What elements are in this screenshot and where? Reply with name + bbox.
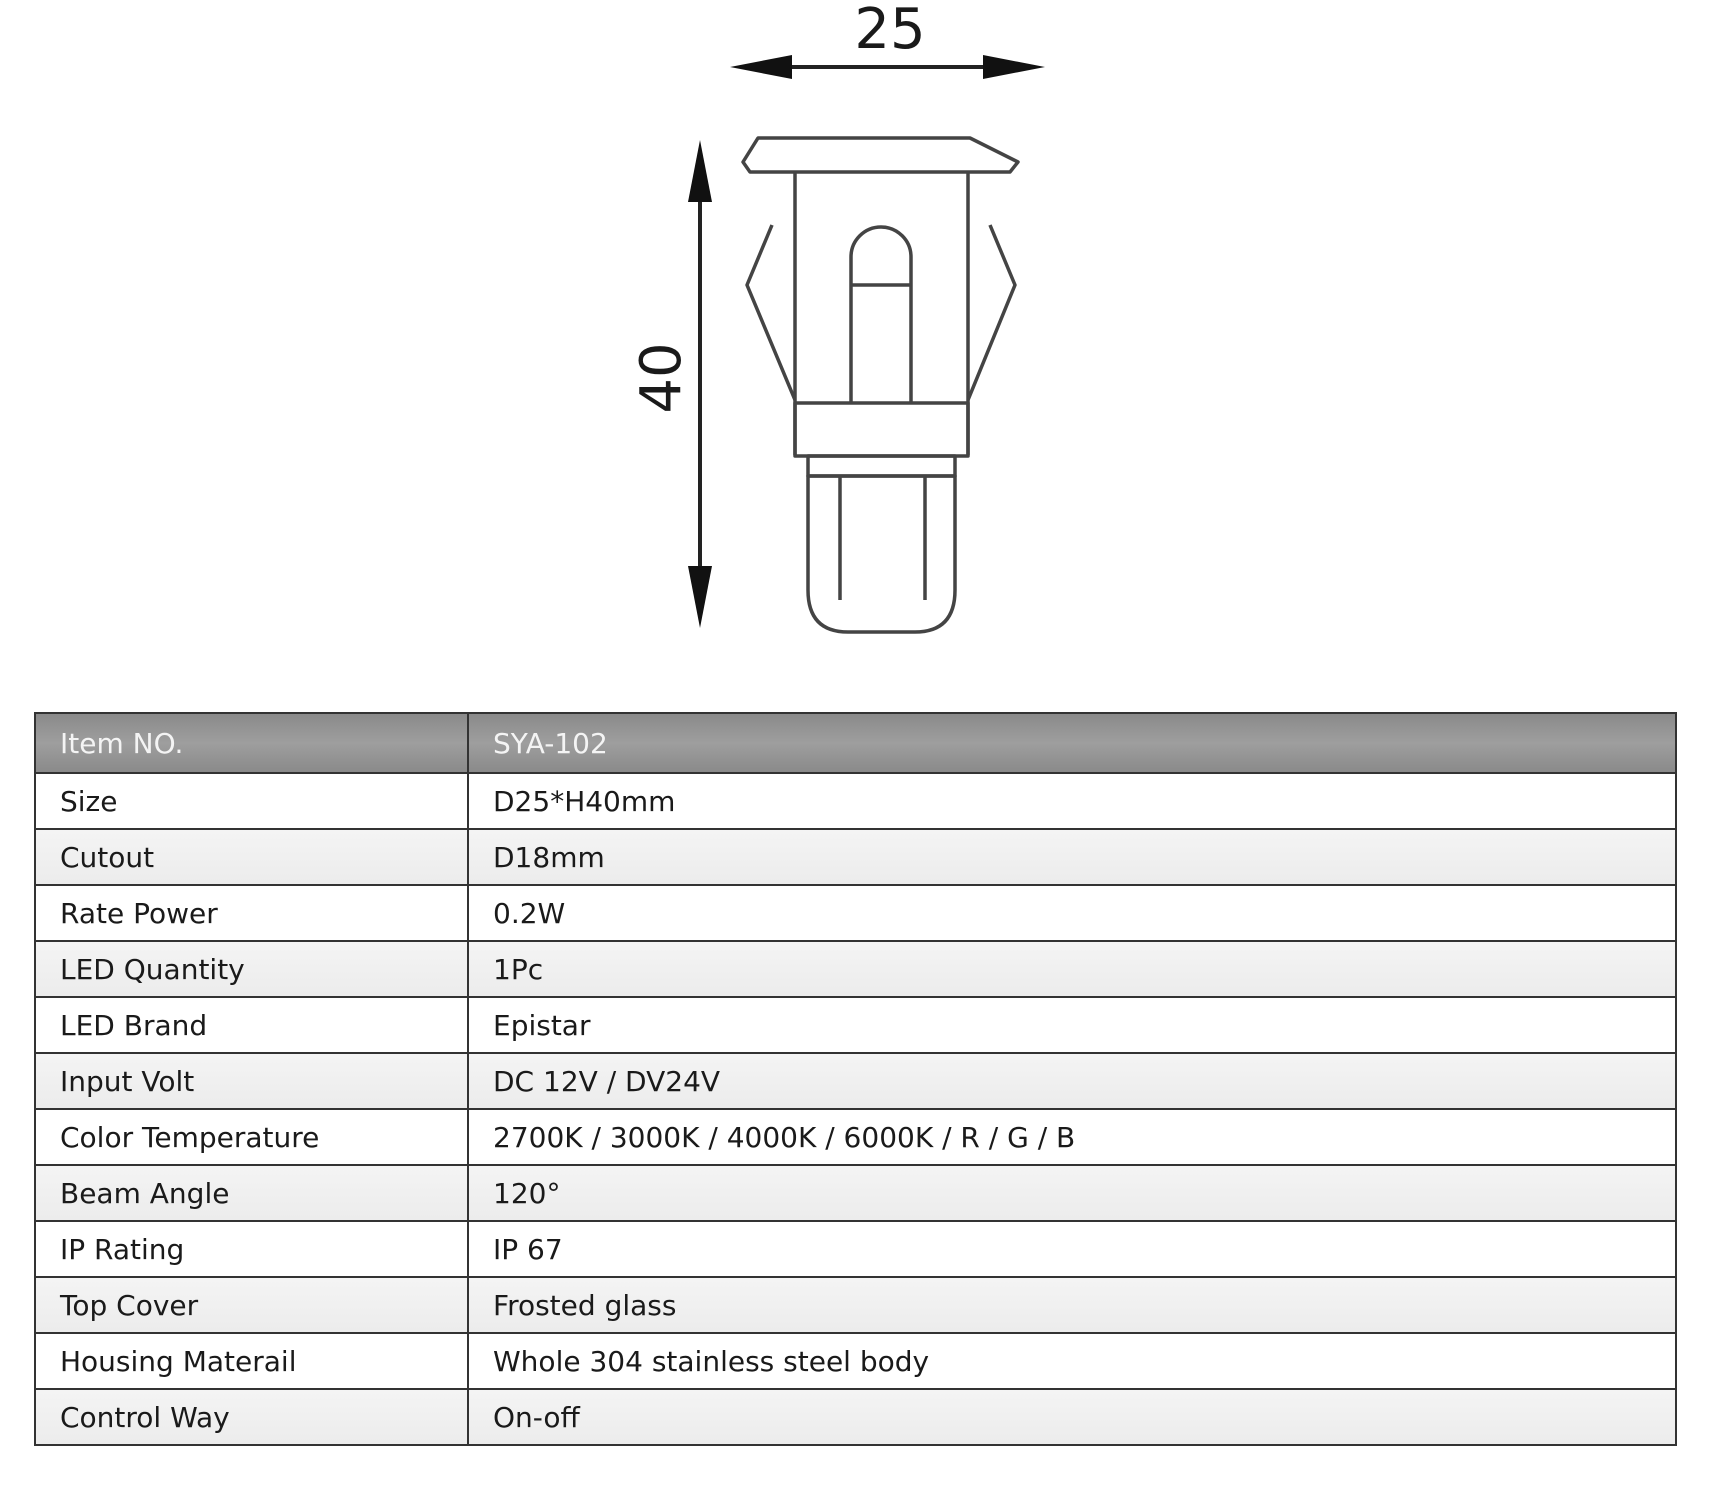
header-value: SYA-102: [468, 713, 1676, 773]
row-value: DC 12V / DV24V: [468, 1053, 1676, 1109]
height-label: 40: [629, 342, 694, 414]
row-label: Top Cover: [35, 1277, 468, 1333]
row-value: 0.2W: [468, 885, 1676, 941]
row-value: IP 67: [468, 1221, 1676, 1277]
row-value: 2700K / 3000K / 4000K / 6000K / R / G / B: [468, 1109, 1676, 1165]
row-value: D18mm: [468, 829, 1676, 885]
row-label: IP Rating: [35, 1221, 468, 1277]
row-value: Whole 304 stainless steel body: [468, 1333, 1676, 1389]
table-row: [35, 829, 1676, 885]
row-label: Housing Materail: [35, 1333, 468, 1389]
width-label: 25: [854, 0, 926, 62]
table-row: [35, 1277, 1676, 1333]
table-row: [35, 1389, 1676, 1445]
row-label: Control Way: [35, 1389, 468, 1445]
table-row: [35, 941, 1676, 997]
row-label: LED Brand: [35, 997, 468, 1053]
row-label: Color Temperature: [35, 1109, 468, 1165]
row-value: 120°: [468, 1165, 1676, 1221]
row-label: Input Volt: [35, 1053, 468, 1109]
row-value: 1Pc: [468, 941, 1676, 997]
fixture-outline: [743, 138, 1018, 632]
spec-table: [34, 712, 1677, 1446]
table-row: [35, 1053, 1676, 1109]
row-value: On-off: [468, 1389, 1676, 1445]
height-dimension: [629, 140, 712, 628]
row-value: Frosted glass: [468, 1277, 1676, 1333]
table-row: [35, 773, 1676, 829]
table-row: [35, 1165, 1676, 1221]
width-dimension: [730, 0, 1045, 79]
row-value: Epistar: [468, 997, 1676, 1053]
row-label: Beam Angle: [35, 1165, 468, 1221]
row-value: D25*H40mm: [468, 773, 1676, 829]
table-row: [35, 1221, 1676, 1277]
table-row: [35, 885, 1676, 941]
table-header-row: [35, 713, 1676, 773]
table-row: [35, 1333, 1676, 1389]
table-row: [35, 997, 1676, 1053]
row-label: Size: [35, 773, 468, 829]
header-label: Item NO.: [35, 713, 468, 773]
row-label: Cutout: [35, 829, 468, 885]
row-label: LED Quantity: [35, 941, 468, 997]
row-label: Rate Power: [35, 885, 468, 941]
table-row: [35, 1109, 1676, 1165]
product-dimension-drawing: [0, 0, 1722, 680]
